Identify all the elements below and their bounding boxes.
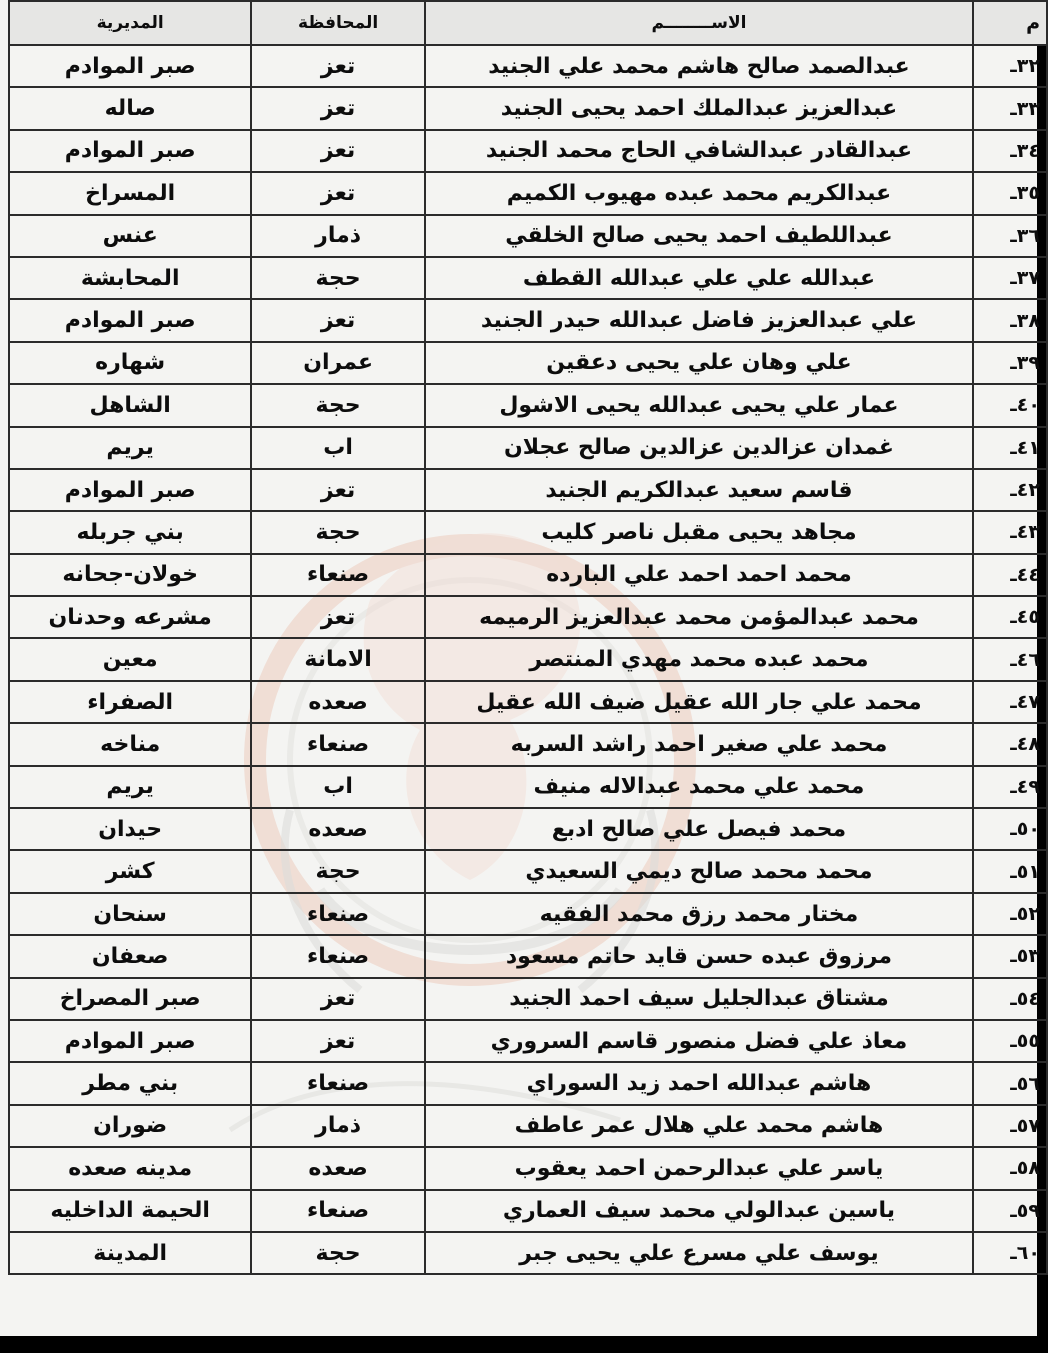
row-governorate: ذمار — [251, 1105, 425, 1147]
bottom-edge-bar — [0, 1336, 1037, 1353]
row-directorate: صبر الموادم — [9, 299, 251, 341]
table-row — [9, 257, 1047, 299]
table-row — [9, 384, 1047, 426]
table-row — [9, 215, 1047, 257]
row-governorate: تعز — [251, 978, 425, 1020]
row-directorate: خولان-جحانه — [9, 554, 251, 596]
row-governorate: اب — [251, 766, 425, 808]
row-number: ٥٠ـ — [973, 808, 1047, 850]
row-directorate: يريم — [9, 766, 251, 808]
row-number: ٤٥ـ — [973, 596, 1047, 638]
row-name: مرزوق عبده حسن قايد حاتم مسعود — [425, 935, 973, 977]
table-row — [9, 766, 1047, 808]
row-governorate: حجة — [251, 257, 425, 299]
row-name: عبدالقادر عبدالشافي الحاج محمد الجنيد — [425, 130, 973, 172]
row-name: يوسف علي مسرع علي يحيى جبر — [425, 1232, 973, 1274]
table-row — [9, 427, 1047, 469]
row-directorate: صاله — [9, 87, 251, 129]
row-name: مشتاق عبدالجليل سيف احمد الجنيد — [425, 978, 973, 1020]
row-number: ٣٦ـ — [973, 215, 1047, 257]
row-governorate: حجة — [251, 1232, 425, 1274]
row-name: عمار علي يحيى عبدالله يحيى الاشول — [425, 384, 973, 426]
row-name: عبدالكريم محمد عبده مهيوب الكميم — [425, 172, 973, 214]
row-governorate: تعز — [251, 87, 425, 129]
row-name: ياسر علي عبدالرحمن احمد يعقوب — [425, 1147, 973, 1189]
row-number: ٥٣ـ — [973, 935, 1047, 977]
table-row — [9, 978, 1047, 1020]
row-number: ٥٧ـ — [973, 1105, 1047, 1147]
row-governorate: صنعاء — [251, 935, 425, 977]
row-number: ٣٩ـ — [973, 342, 1047, 384]
row-directorate: صبر الموادم — [9, 130, 251, 172]
row-number: ٤٧ـ — [973, 681, 1047, 723]
table-row — [9, 1020, 1047, 1062]
row-name: غمدان عزالدين عزالدين صالح عجلان — [425, 427, 973, 469]
row-name: محمد علي محمد عبدالاله منيف — [425, 766, 973, 808]
row-name: ياسين عبدالولي محمد سيف العماري — [425, 1190, 973, 1232]
row-directorate: ضوران — [9, 1105, 251, 1147]
header-name: الاســــــــم — [425, 1, 973, 45]
row-name: معاذ علي فضل منصور قاسم السروري — [425, 1020, 973, 1062]
table-row — [9, 1232, 1047, 1274]
row-directorate: الشاهل — [9, 384, 251, 426]
row-directorate: عنس — [9, 215, 251, 257]
row-number: ٣٢ـ — [973, 45, 1047, 87]
row-name: محمد علي صغير احمد راشد السربه — [425, 723, 973, 765]
row-name: محمد عبده محمد مهدي المنتصر — [425, 638, 973, 680]
row-number: ٣٧ـ — [973, 257, 1047, 299]
table-row — [9, 808, 1047, 850]
table-row — [9, 511, 1047, 553]
row-number: ٤٦ـ — [973, 638, 1047, 680]
row-number: ٤٠ـ — [973, 384, 1047, 426]
table-row — [9, 45, 1047, 87]
row-governorate: تعز — [251, 469, 425, 511]
row-governorate: تعز — [251, 596, 425, 638]
table-row — [9, 1190, 1047, 1232]
roster-table — [8, 0, 1048, 1275]
row-number: ٥١ـ — [973, 850, 1047, 892]
row-name: عبدالله علي علي عبدالله القطف — [425, 257, 973, 299]
row-directorate: صبر الموادم — [9, 469, 251, 511]
row-name: هاشم عبدالله احمد زيد السوراي — [425, 1062, 973, 1104]
row-directorate: يريم — [9, 427, 251, 469]
table-row — [9, 1147, 1047, 1189]
table-row — [9, 596, 1047, 638]
row-governorate: حجة — [251, 384, 425, 426]
row-directorate: صبر المصراخ — [9, 978, 251, 1020]
row-number: ٤٤ـ — [973, 554, 1047, 596]
table-row — [9, 554, 1047, 596]
row-governorate: صعده — [251, 681, 425, 723]
row-directorate: مشرعه وحدنان — [9, 596, 251, 638]
table-row — [9, 723, 1047, 765]
row-directorate: الصفراء — [9, 681, 251, 723]
row-governorate: صنعاء — [251, 554, 425, 596]
table-row — [9, 342, 1047, 384]
row-directorate: شهاره — [9, 342, 251, 384]
row-directorate: بني مطر — [9, 1062, 251, 1104]
row-name: علي عبدالعزيز فاضل عبدالله حيدر الجنيد — [425, 299, 973, 341]
row-governorate: صنعاء — [251, 1190, 425, 1232]
row-name: عبدالعزيز عبدالملك احمد يحيى الجنيد — [425, 87, 973, 129]
row-number: ٣٤ـ — [973, 130, 1047, 172]
row-directorate: صبر الموادم — [9, 1020, 251, 1062]
header-governorate: المحافظة — [251, 1, 425, 45]
row-name: قاسم سعيد عبدالكريم الجنيد — [425, 469, 973, 511]
row-name: محمد محمد صالح ديمي السعيدي — [425, 850, 973, 892]
row-name: محمد فيصل علي صالح ادبع — [425, 808, 973, 850]
row-name: مجاهد يحيى مقبل ناصر كليب — [425, 511, 973, 553]
row-number: ٤١ـ — [973, 427, 1047, 469]
table-row — [9, 87, 1047, 129]
row-name: محمد علي جار الله عقيل ضيف الله عقيل — [425, 681, 973, 723]
table-row — [9, 130, 1047, 172]
row-number: ٣٥ـ — [973, 172, 1047, 214]
table-row — [9, 469, 1047, 511]
row-governorate: عمران — [251, 342, 425, 384]
row-directorate: صعفان — [9, 935, 251, 977]
row-directorate: مدينه صعده — [9, 1147, 251, 1189]
row-directorate: صبر الموادم — [9, 45, 251, 87]
header-number: م — [973, 1, 1047, 45]
header-directorate: المديرية — [9, 1, 251, 45]
row-directorate: المسراخ — [9, 172, 251, 214]
row-governorate: حجة — [251, 850, 425, 892]
row-governorate: صعده — [251, 808, 425, 850]
row-directorate: مناخه — [9, 723, 251, 765]
table-row — [9, 893, 1047, 935]
roster-table-body — [9, 45, 1047, 1274]
row-number: ٥٤ـ — [973, 978, 1047, 1020]
row-directorate: حيدان — [9, 808, 251, 850]
row-governorate: الامانة — [251, 638, 425, 680]
table-row — [9, 172, 1047, 214]
table-row — [9, 299, 1047, 341]
table-header-row — [9, 1, 1047, 45]
table-row — [9, 638, 1047, 680]
row-directorate: كشر — [9, 850, 251, 892]
row-governorate: اب — [251, 427, 425, 469]
row-governorate: صنعاء — [251, 893, 425, 935]
row-name: عبداللطيف احمد يحيى صالح الخلقي — [425, 215, 973, 257]
row-number: ٥٨ـ — [973, 1147, 1047, 1189]
row-governorate: تعز — [251, 299, 425, 341]
row-number: ٣٣ـ — [973, 87, 1047, 129]
row-governorate: ذمار — [251, 215, 425, 257]
row-directorate: المحابشة — [9, 257, 251, 299]
row-number: ٣٨ـ — [973, 299, 1047, 341]
table-row — [9, 681, 1047, 723]
row-name: محمد عبدالمؤمن محمد عبدالعزيز الرميمه — [425, 596, 973, 638]
row-name: عبدالصمد صالح هاشم محمد علي الجنيد — [425, 45, 973, 87]
row-name: محمد احمد احمد علي البارده — [425, 554, 973, 596]
row-number: ٤٨ـ — [973, 723, 1047, 765]
row-directorate: المدينة — [9, 1232, 251, 1274]
row-governorate: صنعاء — [251, 1062, 425, 1104]
row-number: ٤٢ـ — [973, 469, 1047, 511]
row-governorate: تعز — [251, 1020, 425, 1062]
table-row — [9, 1062, 1047, 1104]
row-name: مختار محمد رزق محمد الفقيه — [425, 893, 973, 935]
row-number: ٥٢ـ — [973, 893, 1047, 935]
row-governorate: تعز — [251, 130, 425, 172]
row-directorate: الحيمة الداخليه — [9, 1190, 251, 1232]
row-governorate: تعز — [251, 45, 425, 87]
table-row — [9, 935, 1047, 977]
row-name: علي وهان علي يحيى دعقين — [425, 342, 973, 384]
row-governorate: حجة — [251, 511, 425, 553]
row-number: ٤٩ـ — [973, 766, 1047, 808]
table-row — [9, 850, 1047, 892]
row-governorate: تعز — [251, 172, 425, 214]
row-number: ٥٥ـ — [973, 1020, 1047, 1062]
row-number: ٦٠ـ — [973, 1232, 1047, 1274]
row-directorate: معين — [9, 638, 251, 680]
row-number: ٥٦ـ — [973, 1062, 1047, 1104]
row-name: هاشم محمد علي هلال عمر عاطف — [425, 1105, 973, 1147]
row-governorate: صعده — [251, 1147, 425, 1189]
row-directorate: بني جربله — [9, 511, 251, 553]
row-number: ٤٣ـ — [973, 511, 1047, 553]
row-number: ٥٩ـ — [973, 1190, 1047, 1232]
table-row — [9, 1105, 1047, 1147]
row-directorate: سنحان — [9, 893, 251, 935]
row-governorate: صنعاء — [251, 723, 425, 765]
